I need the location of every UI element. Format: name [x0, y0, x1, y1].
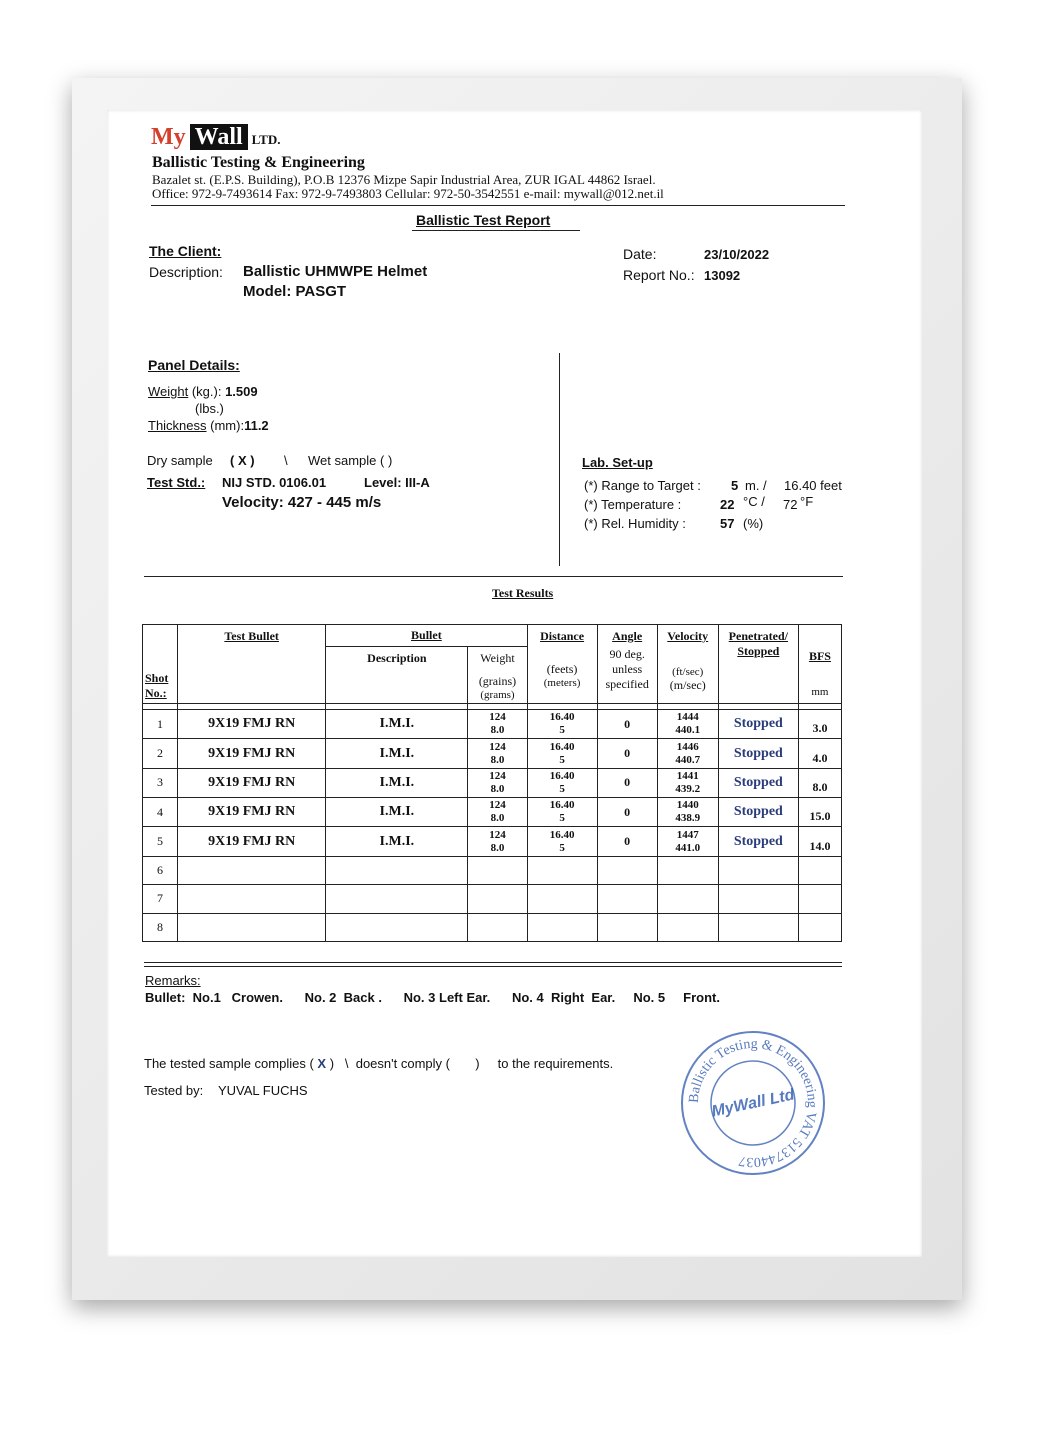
description-text: Description	[367, 651, 427, 666]
date-label: Date:	[623, 246, 657, 262]
header-shot-no	[143, 625, 178, 704]
shot-cell: 7	[143, 885, 178, 913]
compliance-mark: X	[317, 1056, 327, 1071]
distance-meters: 5	[559, 812, 565, 825]
weight-units2: (grams)	[480, 689, 515, 702]
velocity-fts: 1444	[676, 711, 699, 724]
bullet-cell: 9X19 FMJ RN	[178, 768, 326, 797]
velocity-cell	[657, 798, 718, 827]
velocity-fts: 1441	[676, 769, 699, 782]
table-row	[143, 856, 842, 884]
test-std-label: Test Std.:	[147, 475, 206, 490]
thickness-label: Thickness	[148, 418, 207, 433]
header-penetrated	[718, 625, 798, 704]
velocity-ms: 440.1	[675, 724, 701, 737]
compliance-line	[144, 1056, 613, 1071]
velocity-cell	[657, 768, 718, 797]
distance-meters: 5	[559, 753, 565, 766]
desc-cell: I.M.I.	[326, 827, 468, 856]
test-std-value: NIJ STD. 0106.01	[222, 475, 327, 490]
desc-cell: I.M.I.	[326, 739, 468, 768]
distance-feet: 16.40	[549, 740, 575, 753]
tested-by-label: Tested by:	[144, 1083, 204, 1098]
weight-cell	[468, 768, 527, 797]
distance-feet: 16.40	[549, 828, 575, 841]
angle-note1: 90 deg.	[609, 647, 645, 661]
angle-cell: 0	[597, 739, 657, 768]
dry-sample-mark: ( X )	[230, 453, 255, 468]
weight-value: 1.509	[225, 384, 258, 399]
temperature-c: 22	[720, 497, 735, 512]
logo-ltd: LTD.	[251, 132, 281, 147]
weight-label: Weight	[148, 384, 189, 399]
header-weight	[468, 647, 527, 704]
range-unit: m. /	[745, 478, 767, 493]
stamp-ring-text: Ballistic Testing & Engineering VAT 513744037	[686, 1036, 820, 1170]
velocity-ms: 439.2	[675, 782, 701, 795]
header-row-1	[143, 625, 842, 647]
weight-grains: 124	[489, 828, 506, 841]
remarks-text: Bullet: No.1 Crowen. No. 2 Back . No. 3 Left Ear. No. 4 Right Ear. No. 5 Front.	[145, 990, 720, 1005]
weight-cell	[468, 827, 527, 856]
weight-grams: 8.0	[490, 753, 505, 766]
panel-heading: Panel Details:	[148, 357, 240, 373]
sample-separator: \	[284, 453, 288, 468]
desc-cell: I.M.I.	[326, 768, 468, 797]
header-angle	[597, 625, 657, 704]
company-contacts: Office: 972-9-7493614 Fax: 972-9-7493803 Cellular: 972-50-3542551 e-mail: mywall@012.net.il	[152, 186, 664, 201]
compliance-before: The tested sample complies (	[144, 1056, 314, 1071]
stopped-text: Stopped	[737, 644, 780, 658]
thickness-value: 11.2	[244, 418, 269, 433]
velocity-spec: Velocity: 427 - 445 m/s	[222, 494, 382, 511]
level-value: Level: III-A	[364, 475, 430, 490]
results-title: Test Results	[492, 586, 554, 600]
shot-cell: 6	[143, 856, 178, 884]
result-cell: Stopped	[718, 798, 798, 827]
table-row	[143, 913, 842, 941]
lbs-label: (lbs.)	[195, 401, 224, 416]
bullet-cell: 9X19 FMJ RN	[178, 798, 326, 827]
weight-cell	[468, 710, 527, 739]
bullet-cell: 9X19 FMJ RN	[178, 739, 326, 768]
result-cell: Stopped	[718, 739, 798, 768]
shot-cell: 8	[143, 913, 178, 941]
bfs-cell: 8.0	[798, 768, 841, 797]
velocity-fts: 1447	[676, 828, 699, 841]
table-row	[143, 827, 842, 856]
thickness-unit: (mm):	[206, 418, 245, 433]
shot-cell: 3	[143, 768, 178, 797]
bfs-cell: 3.0	[798, 710, 841, 739]
section-divider	[144, 576, 843, 577]
temperature-c-unit: °C /	[743, 494, 765, 509]
table-row	[143, 710, 842, 739]
distance-feet: 16.40	[549, 769, 575, 782]
client-label: The Client:	[149, 243, 222, 259]
description-label: Description:	[149, 264, 223, 280]
humidity-unit: (%)	[743, 516, 764, 531]
report-no-value: 13092	[704, 268, 741, 283]
logo-my: My	[151, 124, 186, 150]
bullet-text: Bullet	[411, 628, 442, 643]
distance-meters: 5	[559, 724, 565, 737]
header-bfs	[798, 625, 841, 704]
header-divider	[151, 205, 845, 206]
distance-cell	[527, 827, 597, 856]
velocity-text: Velocity	[667, 629, 709, 643]
velocity-units: (ft/sec)	[672, 666, 704, 678]
weight-grains: 124	[489, 769, 506, 782]
bfs-unit: mm	[811, 686, 829, 698]
distance-feet: 16.40	[549, 799, 575, 812]
dry-sample-label: Dry sample	[147, 453, 213, 468]
weight-grains: 124	[489, 740, 506, 753]
velocity-ms: 440.7	[675, 753, 701, 766]
description-line1: Ballistic UHMWPE Helmet	[243, 263, 428, 280]
bullet-cell: 9X19 FMJ RN	[178, 827, 326, 856]
remarks-divider-2	[144, 966, 842, 967]
weight-grams: 8.0	[490, 782, 505, 795]
bfs-cell: 4.0	[798, 739, 841, 768]
result-cell: Stopped	[718, 710, 798, 739]
title-underline	[412, 230, 580, 231]
distance-cell	[527, 768, 597, 797]
company-stamp-icon	[678, 1028, 828, 1178]
angle-cell: 0	[597, 798, 657, 827]
weight-row	[148, 384, 258, 399]
velocity-cell	[657, 739, 718, 768]
weight-text: Weight	[480, 651, 515, 666]
distance-cell	[527, 798, 597, 827]
date-value: 23/10/2022	[704, 247, 770, 262]
penetrated-text: Penetrated/	[728, 629, 788, 643]
velocity-cell	[657, 710, 718, 739]
thickness-row	[148, 418, 269, 433]
header-distance	[527, 625, 597, 704]
distance-meters: 5	[559, 782, 565, 795]
report-no-label: Report No.:	[623, 267, 695, 283]
shot-no-text: Shot No.:	[145, 670, 169, 700]
description-line2: Model: PASGT	[243, 283, 347, 300]
temperature-label: (*) Temperature :	[584, 497, 682, 512]
distance-units2: (meters)	[543, 677, 581, 689]
shot-cell: 1	[143, 710, 178, 739]
bfs-cell: 15.0	[798, 798, 841, 827]
remarks-label: Remarks:	[145, 973, 201, 988]
weight-grains: 124	[489, 799, 506, 812]
weight-unit: (kg.):	[188, 384, 226, 399]
velocity-ms: 438.9	[675, 812, 701, 825]
range-value: 5	[731, 478, 739, 493]
angle-cell: 0	[597, 827, 657, 856]
angle-text: Angle	[612, 629, 643, 643]
bfs-cell: 14.0	[798, 827, 841, 856]
shot-cell: 5	[143, 827, 178, 856]
desc-cell: I.M.I.	[326, 710, 468, 739]
temperature-f-unit: °F	[800, 494, 814, 509]
result-cell: Stopped	[718, 827, 798, 856]
results-table	[142, 624, 842, 942]
weight-grams: 8.0	[490, 724, 505, 737]
header-description	[326, 647, 468, 704]
wet-sample-label: Wet sample ( )	[308, 453, 393, 468]
weight-grams: 8.0	[490, 841, 505, 854]
table-row	[143, 768, 842, 797]
distance-units: (feets)	[546, 662, 578, 676]
shot-cell: 2	[143, 739, 178, 768]
velocity-ms: 441.0	[675, 841, 701, 854]
angle-cell: 0	[597, 768, 657, 797]
angle-note2: unless	[612, 662, 643, 676]
bfs-text: BFS	[808, 649, 831, 663]
angle-cell: 0	[597, 710, 657, 739]
tested-by-value: YUVAL FUCHS	[218, 1083, 308, 1098]
humidity-value: 57	[720, 516, 735, 531]
header-test-bullet	[178, 625, 326, 704]
test-bullet-text: Test Bullet	[224, 629, 279, 643]
remarks-divider-1	[144, 962, 842, 963]
distance-meters: 5	[559, 841, 565, 854]
company-logo	[151, 124, 280, 151]
table-row	[143, 739, 842, 768]
weight-grams: 8.0	[490, 812, 505, 825]
report-title: Ballistic Test Report	[416, 212, 551, 228]
distance-text: Distance	[540, 629, 585, 643]
angle-note3: specified	[605, 677, 649, 691]
velocity-cell	[657, 827, 718, 856]
header-bullet	[326, 625, 527, 647]
stamp-center-text: MyWall Ltd	[710, 1086, 797, 1121]
panel-vertical-divider	[559, 353, 560, 566]
temperature-f: 72	[783, 497, 798, 512]
table-row	[143, 885, 842, 913]
header-velocity	[657, 625, 718, 704]
range-label: (*) Range to Target :	[584, 478, 701, 493]
desc-cell: I.M.I.	[326, 798, 468, 827]
compliance-after: ) \ doesn't comply ( ) to the requirements.	[329, 1056, 614, 1071]
weight-units: (grains)	[478, 674, 517, 689]
humidity-label: (*) Rel. Humidity :	[584, 516, 686, 531]
table-row	[143, 798, 842, 827]
range-feet: 16.40 feet	[784, 478, 842, 493]
shot-cell: 4	[143, 798, 178, 827]
logo-wall: Wall	[190, 124, 248, 150]
weight-cell	[468, 739, 527, 768]
velocity-fts: 1446	[676, 740, 699, 753]
velocity-units2: (m/sec)	[669, 678, 706, 692]
distance-cell	[527, 710, 597, 739]
company-name: Ballistic Testing & Engineering	[152, 154, 365, 171]
distance-feet: 16.40	[549, 711, 575, 724]
velocity-fts: 1440	[676, 799, 699, 812]
weight-grains: 124	[489, 711, 506, 724]
result-cell: Stopped	[718, 768, 798, 797]
distance-cell	[527, 739, 597, 768]
weight-cell	[468, 798, 527, 827]
company-address: Bazalet st. (E.P.S. Building), P.O.B 12376 Mizpe Sapir Industrial Area, ZUR IGAL 44862 Israel.	[152, 172, 656, 187]
bullet-cell: 9X19 FMJ RN	[178, 710, 326, 739]
lab-heading: Lab. Set-up	[582, 455, 653, 470]
